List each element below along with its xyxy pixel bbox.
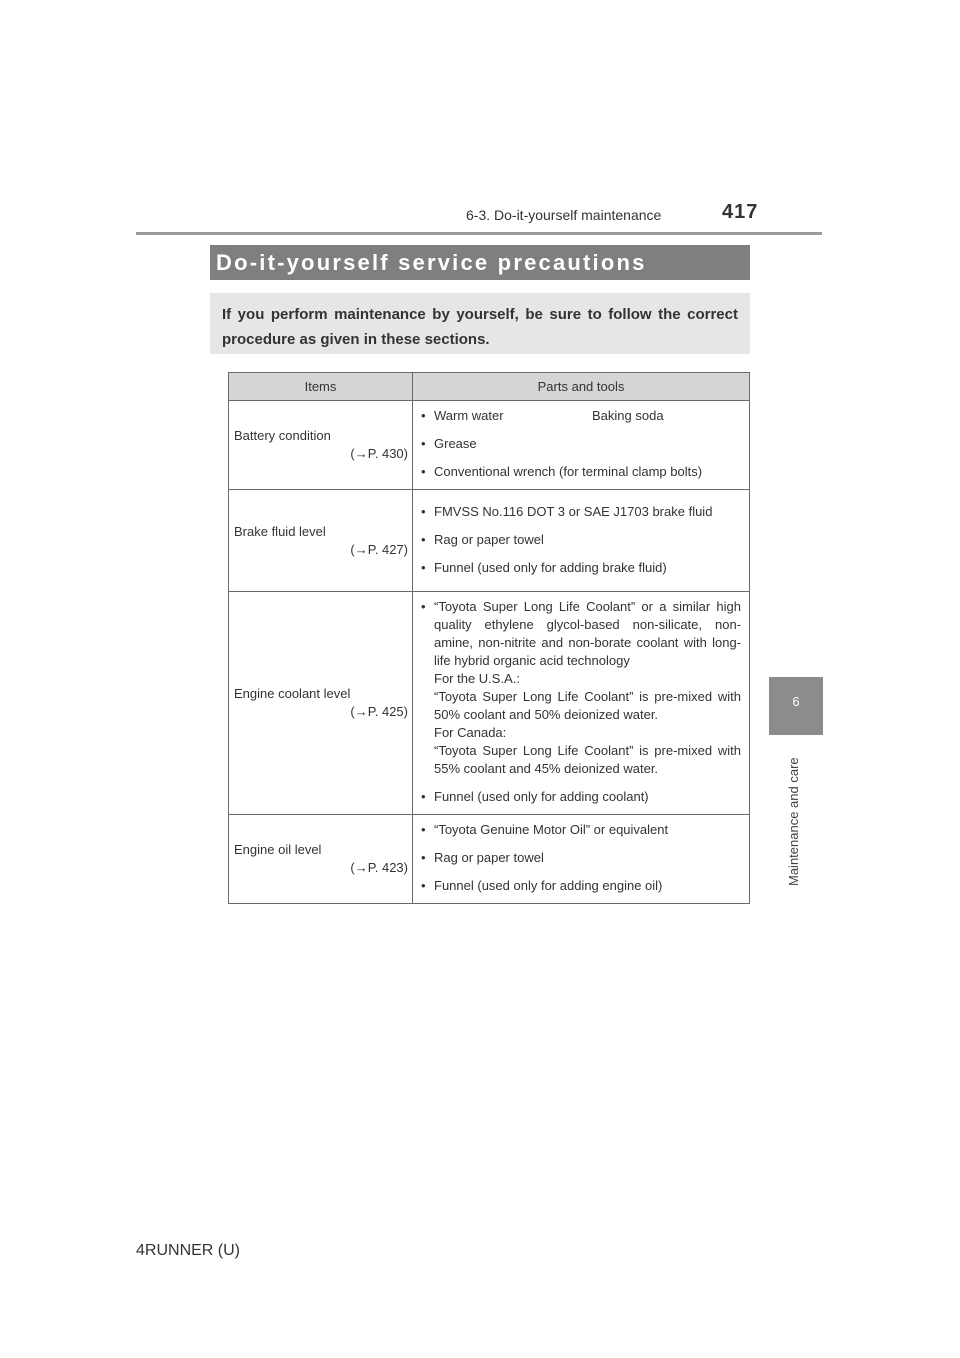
table-row xyxy=(229,592,750,815)
table-row xyxy=(229,401,750,490)
page-number: 417 xyxy=(722,201,759,223)
canada-text: “Toyota Super Long Life Coolant” is pre-mixed with 55% coolant and 45% deionized water. xyxy=(434,743,741,776)
chapter-tab-number: 6 xyxy=(792,694,800,709)
table-header-row xyxy=(229,373,750,401)
header-divider xyxy=(136,232,822,235)
item-name: Engine coolant level xyxy=(234,686,351,701)
coolant-description: • “Toyota Super Long Life Coolant” or a similar high quality ethylene glycol-based non-silicate, non-amine, non-nitrite and non-borate coolant with long-life hybrid organic acid technology xyxy=(434,599,741,668)
canada-label: For Canada: xyxy=(434,725,507,740)
table-row xyxy=(229,815,750,904)
intro-box xyxy=(210,293,750,354)
page-reference-link[interactable]: (→P. 427) xyxy=(350,541,408,557)
usa-text: “Toyota Super Long Life Coolant” is pre-mixed with 50% coolant and 50% deionized water. xyxy=(434,689,741,722)
vehicle-model: 4RUNNER (U) xyxy=(136,1242,240,1259)
item-name: Battery condition xyxy=(234,428,331,443)
item-cell xyxy=(229,592,413,815)
item-cell xyxy=(229,815,413,904)
section-title: 6-3. Do-it-yourself maintenance xyxy=(466,207,662,223)
page-heading: Do-it-yourself service precautions xyxy=(216,250,647,275)
item-name: Brake fluid level xyxy=(234,523,326,539)
tool-baking-soda: Baking soda xyxy=(592,408,664,423)
table-row xyxy=(229,490,750,592)
page-reference-link[interactable]: (→P. 425) xyxy=(350,704,408,719)
tool-warm-water: • Warm water xyxy=(434,408,504,423)
parts-tools-table xyxy=(228,372,750,904)
list-item: • Rag or paper towel xyxy=(421,531,741,549)
list-item: • Grease xyxy=(421,435,741,453)
header-items: Items xyxy=(229,373,413,401)
item-name: Engine oil level xyxy=(234,842,322,857)
item-cell xyxy=(229,490,413,592)
tools-cell xyxy=(413,592,750,815)
page-reference-link[interactable]: (→P. 423) xyxy=(350,860,408,875)
list-item: • Funnel (used only for adding brake fluid) xyxy=(421,559,741,577)
list-item xyxy=(421,407,741,425)
list-item: • Rag or paper towel xyxy=(421,849,741,867)
header-parts-tools: Parts and tools xyxy=(413,373,750,401)
item-cell xyxy=(229,401,413,490)
page-reference-link[interactable]: (→P. 430) xyxy=(350,446,408,461)
list-item: • Funnel (used only for adding coolant) xyxy=(421,788,741,806)
usa-label: For the U.S.A.: xyxy=(434,671,520,686)
list-item: • FMVSS No.116 DOT 3 or SAE J1703 brake fluid xyxy=(421,503,741,521)
tools-cell xyxy=(413,401,750,490)
list-item: • Funnel (used only for adding engine oil) xyxy=(421,877,741,895)
list-item: • “Toyota Genuine Motor Oil” or equivalent xyxy=(421,821,741,839)
tools-cell xyxy=(413,815,750,904)
intro-text: If you perform maintenance by yourself, be sure to follow the correct procedure as given in these sections. xyxy=(222,306,738,348)
chapter-tab-label: Maintenance and care xyxy=(786,757,801,886)
list-item xyxy=(421,598,741,778)
list-item: • Conventional wrench (for terminal clamp bolts) xyxy=(421,463,741,481)
tools-cell xyxy=(413,490,750,592)
